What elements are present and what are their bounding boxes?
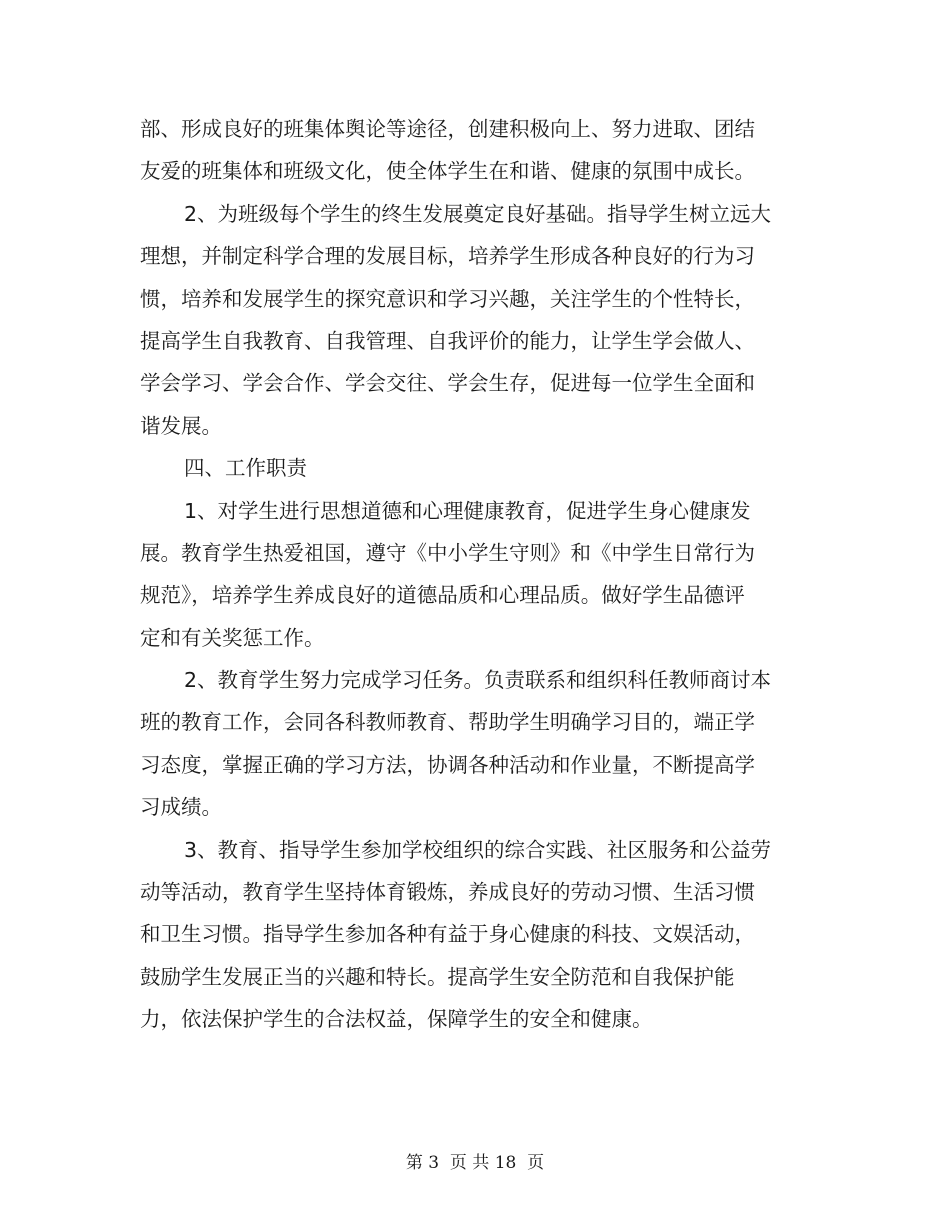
text-line: 定和有关奖惩工作。 (140, 625, 325, 650)
text-line: 3、教育、指导学生参加学校组织的综合实践、社区服务和公益劳 (184, 837, 772, 862)
document-body (140, 108, 790, 1041)
text-line: 友爱的班集体和班级文化，使全体学生在和谐、健康的氛围中成长。 (140, 159, 755, 184)
page-number-footer: 第 3 页 共 18 页 (405, 1153, 545, 1173)
text-line: 2、为班级每个学生的终生发展奠定良好基础。指导学生树立远大 (184, 201, 772, 226)
text-line: 习态度，掌握正确的学习方法，协调各种活动和作业量，不断提高学 (140, 752, 755, 777)
text-line: 理想，并制定科学合理的发展目标，培养学生形成各种良好的行为习 (140, 244, 755, 269)
text-line: 2、教育学生努力完成学习任务。负责联系和组织科任教师商讨本 (184, 668, 772, 693)
text-line: 习成绩。 (140, 795, 222, 820)
text-line: 部、形成良好的班集体舆论等途径，创建积极向上、努力进取、团结 (140, 117, 755, 141)
text-line: 1、对学生进行思想道德和心理健康教育，促进学生身心健康发 (184, 498, 751, 523)
text-line: 惯，培养和发展学生的探究意识和学习兴趣，关注学生的个性特长， (140, 286, 755, 311)
text-line: 鼓励学生发展正当的兴趣和特长。提高学生安全防范和自我保护能 (140, 964, 735, 989)
text-line: 动等活动，教育学生坚持体育锻炼，养成良好的劳动习惯、生活习惯 (140, 880, 755, 905)
text-line: 展。教育学生热爱祖国，遵守《中小学生守则》和《中学生日常行为 (140, 540, 755, 565)
text-line: 谐发展。 (140, 413, 222, 438)
section-heading: 四、工作职责 (184, 456, 307, 481)
text-line: 提高学生自我教育、自我管理、自我评价的能力，让学生学会做人、 (140, 328, 755, 353)
text-line: 学会学习、学会合作、学会交往、学会生存，促进每一位学生全面和 (140, 371, 755, 396)
text-line: 规范》，培养学生养成良好的道德品质和心理品质。做好学生品德评 (140, 583, 745, 608)
text-line: 和卫生习惯。指导学生参加各种有益于身心健康的科技、文娱活动， (140, 922, 755, 947)
text-line: 力，依法保护学生的合法权益，保障学生的安全和健康。 (140, 1007, 653, 1032)
text-line: 班的教育工作，会同各科教师教育、帮助学生明确学习目的，端正学 (140, 710, 755, 735)
